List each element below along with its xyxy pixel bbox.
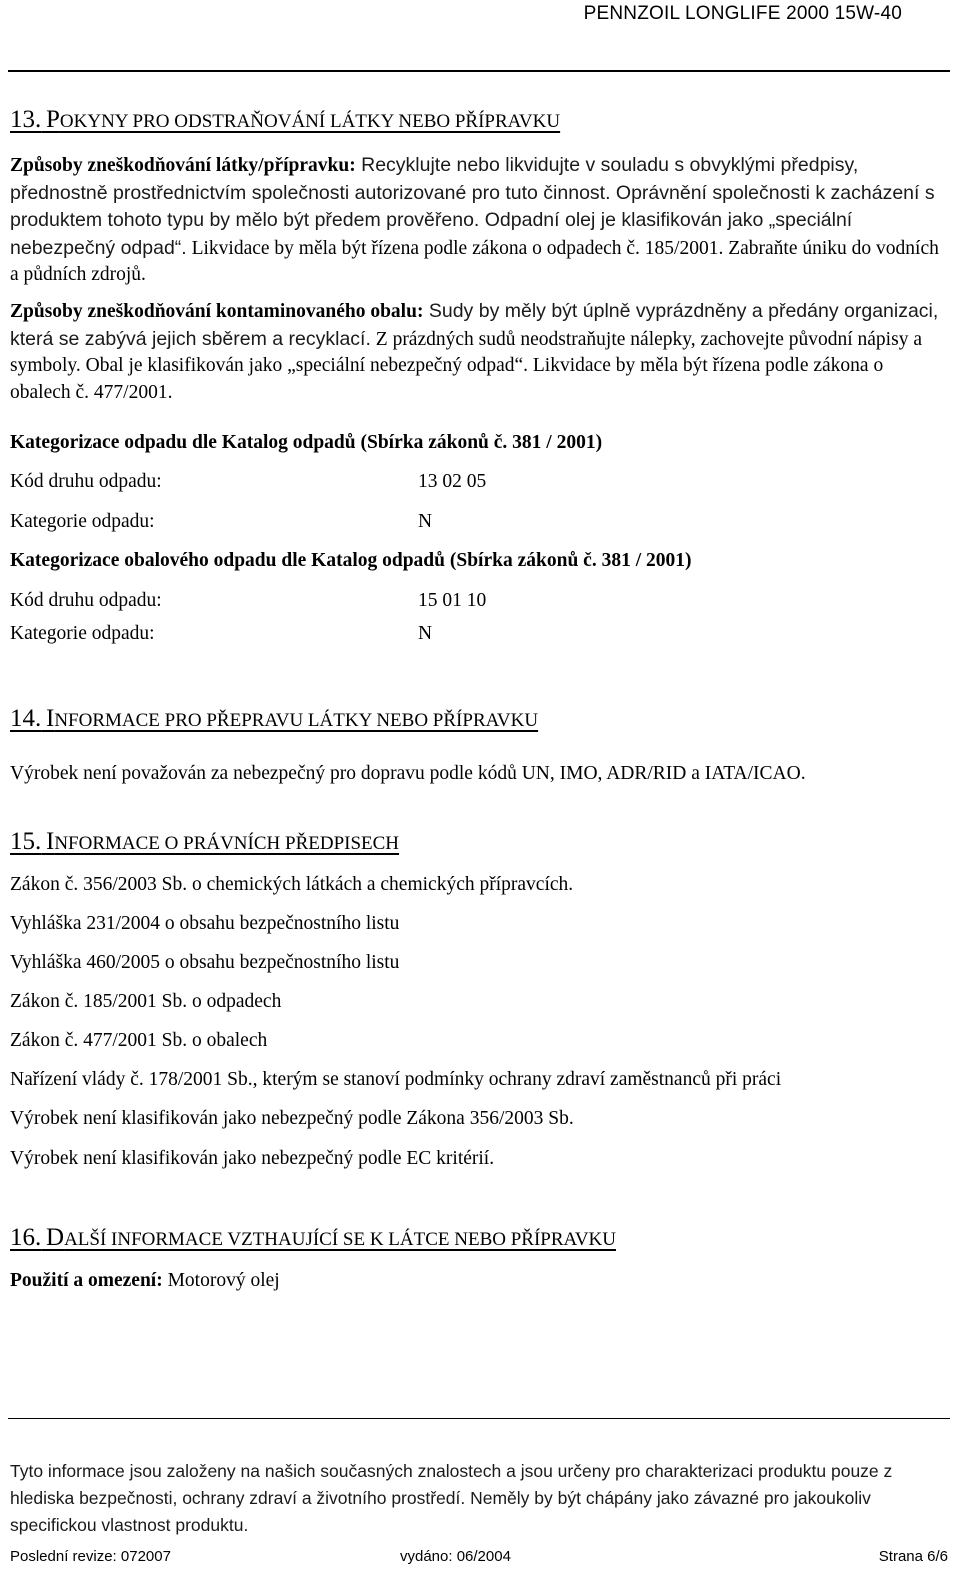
disposal-packaging-text: Sudy by měly být úplně vyprázdněny a předány organizaci, která se zabývá jejich sběrem a recyklací. (10, 300, 939, 350)
section-13-number: 13. (10, 106, 42, 133)
use-restrictions-value: Motorový olej (162, 1270, 280, 1291)
section-14-heading (10, 705, 538, 733)
disclaimer-text: Tyto informace jsou založeny na našich současných znalostech a jsou určeny pro charakterizaci produktu pouze z hlediska bezpečnosti, ochrany zdraví a životního prostředí. Neměly by být chápány jako závazné pro jakoukoliv specifickou vlastnost produktu. (10, 1461, 893, 1535)
use-restrictions-label: Použití a omezení: (10, 1270, 163, 1291)
footer-revision: Poslední revize: 072007 (10, 1548, 171, 1565)
regulation-line: Vyhláška 460/2005 o obsahu bezpečnostního listu (10, 952, 400, 973)
packaging-waste-category-heading: Kategorizace obalového odpadu dle Katalog odpadů (Sbírka zákonů č. 381 / 2001) (10, 550, 692, 571)
regulation-line: Vyhláška 231/2004 o obsahu bezpečnostního listu (10, 913, 400, 934)
section-13-title: OKYNY PRO ODSTRAŇOVÁNÍ LÁTKY NEBO PŘÍPRAVKU (59, 111, 561, 132)
regulation-line: Výrobek není klasifikován jako nebezpečný podle EC kritérií. (10, 1148, 495, 1169)
section-14-title-initial: I (46, 705, 55, 732)
disposal-substance-label: Způsoby zneškodňování látky/přípravku: (10, 155, 356, 176)
section-14-title: NFORMACE PRO PŘEPRAVU LÁTKY NEBO PŘÍPRAVKU (54, 710, 539, 731)
footer-page-number: Strana 6/6 (878, 1548, 948, 1565)
disposal-substance-text: Recyklujte nebo likvidujte v souladu s obvyklými předpisy, přednostně prostřednictvím společnosti autorizované pro tuto činnost. Oprávnění společnosti k zacházení s produktem tohoto typu by mělo být předem prověřeno. Odpadní olej je klasifikován jako „speciální nebezpečný odpad“. (10, 154, 935, 259)
section-16-title: ALŠÍ INFORMACE VZTHAUJÍCÍ SE K LÁTCE NEBO PŘÍPRAVKU (64, 1229, 616, 1250)
waste-category-value: N (418, 511, 433, 532)
section-13-title-initial: P (46, 106, 60, 133)
disposal-packaging-paragraph (10, 298, 945, 406)
transport-statement: Výrobek není považován za nebezpečný pro dopravu podle kódů UN, IMO, ADR/RID a IATA/ICAO. (10, 763, 806, 784)
section-15-title-initial: I (46, 828, 55, 855)
packaging-waste-code-value: 15 01 10 (418, 590, 487, 611)
section-13-heading (10, 106, 560, 134)
section-16-heading (10, 1224, 616, 1252)
waste-code-label: Kód druhu odpadu: (10, 471, 162, 492)
packaging-waste-code-label: Kód druhu odpadu: (10, 590, 162, 611)
disposal-substance-paragraph (10, 152, 945, 289)
section-15-heading (10, 828, 399, 856)
section-16-title-initial: D (46, 1224, 65, 1251)
regulation-line: Zákon č. 185/2001 Sb. o odpadech (10, 991, 282, 1012)
footer-issued: vydáno: 06/2004 (400, 1548, 511, 1565)
document-header-product: PENNZOIL LONGLIFE 2000 15W-40 (583, 3, 902, 24)
disposal-packaging-label: Způsoby zneškodňování kontaminovaného obalu: (10, 301, 424, 322)
footer-rule (8, 1418, 950, 1419)
section-14-number: 14. (10, 705, 42, 732)
regulation-line: Zákon č. 477/2001 Sb. o obalech (10, 1030, 268, 1051)
packaging-waste-category-value: N (418, 623, 433, 644)
regulation-line: Zákon č. 356/2003 Sb. o chemických látkách a chemických přípravcích. (10, 874, 574, 895)
regulation-line: Nařízení vlády č. 178/2001 Sb., kterým se stanoví podmínky ochrany zdraví zaměstnanců při práci (10, 1069, 782, 1090)
section-16-number: 16. (10, 1224, 42, 1251)
waste-category-label: Kategorie odpadu: (10, 511, 155, 532)
section-15-number: 15. (10, 828, 42, 855)
packaging-waste-category-label: Kategorie odpadu: (10, 623, 155, 644)
regulation-line: Výrobek není klasifikován jako nebezpečný podle Zákona 356/2003 Sb. (10, 1108, 574, 1129)
disposal-substance-text-2: Likvidace by měla být řízena podle zákona o odpadech č. 185/2001. Zabraňte úniku do vodních a půdních zdrojů. (10, 237, 939, 285)
disposal-packaging-text-2: Z prázdných sudů neodstraňujte nálepky, zachovejte původní nápisy a symboly. Obal je klasifikován jako „speciální nebezpečný odpad“. Likvidace by měla být řízena podle zákona o obalech č. 477/2001. (10, 328, 922, 403)
header-rule (8, 70, 950, 72)
use-restrictions (10, 1270, 280, 1292)
section-15-title: NFORMACE O PRÁVNÍCH PŘEDPISECH (54, 833, 400, 854)
waste-category-heading: Kategorizace odpadu dle Katalog odpadů (Sbírka zákonů č. 381 / 2001) (10, 432, 603, 453)
waste-code-value: 13 02 05 (418, 471, 487, 492)
